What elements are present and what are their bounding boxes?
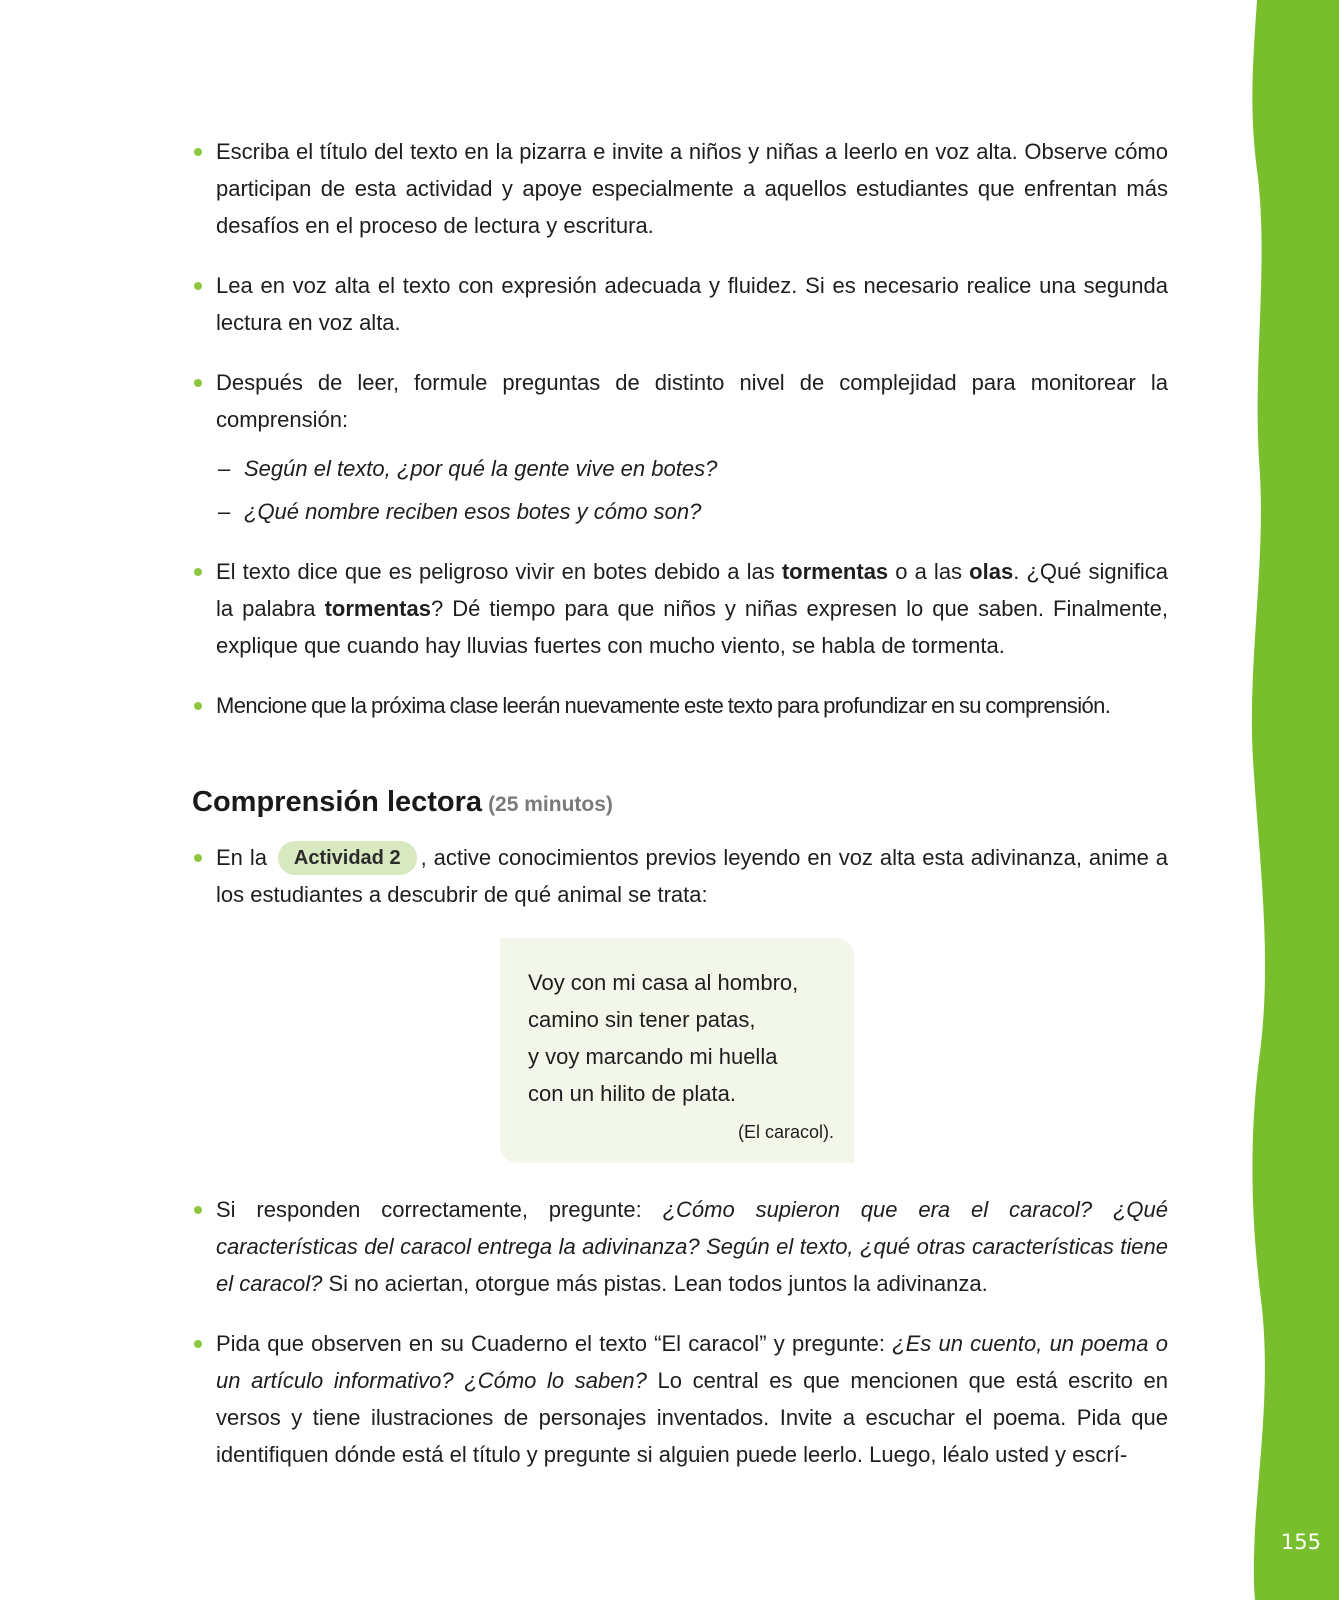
riddle-line: camino sin tener patas,: [528, 1007, 756, 1032]
text-segment: Lo central es que mencionen que está escrito en versos y tiene ilustraciones de personajes inventados. Invite a escuchar el poema. Pida que identifiquen dónde está el título y pregunte si alguien puede leerlo. Luego, léalo usted y escrí-: [216, 1368, 1168, 1467]
bullet-correct-answer: [192, 1191, 1168, 1302]
intro-bullet-list: [192, 133, 1168, 724]
riddle-box: [500, 938, 854, 1163]
text-segment: Si responden correctamente, pregunte:: [216, 1197, 663, 1222]
bold-term: tormentas: [324, 596, 431, 621]
bullet-activity: [192, 839, 1168, 913]
text-segment: Si no aciertan, otorgue más pistas. Lean todos juntos la adivinanza.: [322, 1271, 988, 1296]
text-segment: o a las: [888, 559, 970, 584]
question-text: Según el texto, ¿por qué la gente vive en botes?: [244, 456, 718, 481]
question-list: [216, 450, 1168, 530]
bullet-next-class: [192, 687, 1168, 724]
bullet-write-title: [192, 133, 1168, 244]
text-segment: , active conocimientos previos leyendo en voz alta esta adivinanza, anime a los estudiantes a descubrir de qué animal se trata:: [216, 845, 1168, 907]
question-text: ¿Qué nombre reciben esos botes y cómo son?: [244, 499, 702, 524]
italic-questions: ¿Es un cuento, un poema o un artículo informativo? ¿Cómo lo saben?: [216, 1331, 1168, 1393]
riddle-line: Voy con mi casa al hombro,: [528, 970, 799, 995]
riddle-source: (El caracol).: [737, 1122, 834, 1142]
dash-marker: –: [218, 456, 231, 481]
bullet-text: Mencione que la próxima clase leerán nuevamente este texto para profundizar en su comprensión.: [216, 693, 1111, 718]
text-segment: ? Dé tiempo para que niños y niñas expresen lo que saben. Finalmente, explique que cuando hay lluvias fuertes con mucho viento, se habla de tormenta.: [216, 596, 1168, 658]
page-content: [192, 133, 1168, 1496]
italic-questions: ¿Cómo supieron que era el caracol? ¿Qué características del caracol entrega la adivinanza? Según el texto, ¿qué otras características tiene el caracol?: [216, 1197, 1168, 1296]
section-duration: (25 minutos): [488, 793, 613, 816]
section-bullet-list: [192, 839, 1168, 913]
riddle-line: con un hilito de plata.: [528, 1081, 736, 1106]
bullet-text: Después de leer, formule preguntas de distinto nivel de complejidad para monitorear la comprensión:: [216, 370, 1168, 432]
bullet-ask-questions: [192, 364, 1168, 530]
page-number: 155: [1280, 1530, 1321, 1554]
page-edge-band: [1229, 0, 1339, 1600]
bullet-text: Escriba el título del texto en la pizarra e invite a niños y niñas a leerlo en voz alta. Observe cómo participan de esta actividad y apoye especialmente a aquellos estudiantes que enfrentan más desafíos en el proceso de lectura y escritura.: [216, 139, 1168, 238]
bold-term: tormentas: [781, 559, 889, 584]
bullet-text: Lea en voz alta el texto con expresión adecuada y fluidez. Si es necesario realice una segunda lectura en voz alta.: [216, 273, 1168, 335]
question-item: [216, 493, 1168, 530]
bullet-storm-meaning: [192, 553, 1168, 664]
section-title: Comprensión lectora: [192, 786, 483, 818]
text-segment: Pida que observen en su Cuaderno el texto “El caracol” y pregunte:: [216, 1331, 893, 1356]
text-segment: El texto dice que es peligroso vivir en botes debido a las: [216, 559, 782, 584]
bullet-observe-poem: [192, 1325, 1168, 1473]
riddle-line: y voy marcando mi huella: [528, 1044, 778, 1069]
section-heading: [192, 786, 1168, 819]
dash-marker: –: [218, 499, 231, 524]
activity-badge: Actividad 2: [278, 841, 417, 875]
text-segment: En la: [216, 845, 267, 870]
followup-bullet-list: [192, 1191, 1168, 1473]
text-segment: . ¿Qué significa la palabra: [216, 559, 1168, 621]
bullet-read-aloud: [192, 267, 1168, 341]
bold-term: olas: [969, 559, 1014, 584]
question-item: [216, 450, 1168, 487]
